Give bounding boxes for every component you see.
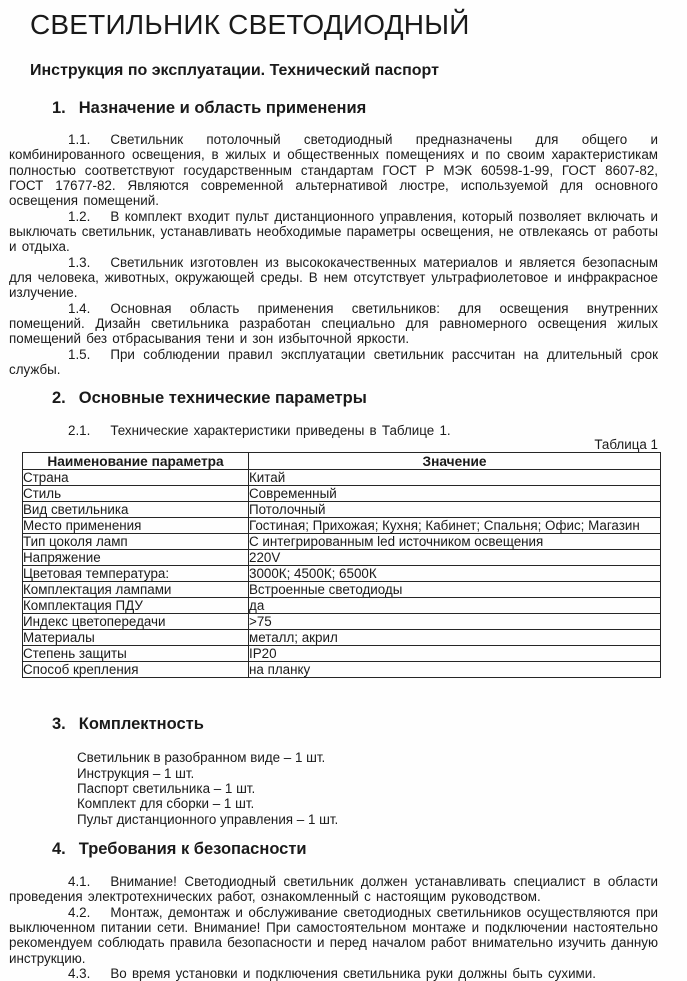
param-name: Материалы <box>23 630 249 646</box>
paragraph-1-5-number: 1.5. <box>68 346 91 362</box>
section-3-heading <box>9 715 658 733</box>
param-value: Современный <box>249 486 661 502</box>
paragraph-4-3 <box>9 966 658 981</box>
section-1-body <box>9 132 658 378</box>
paragraph-4-2 <box>9 905 658 966</box>
paragraph-1-3-number: 1.3. <box>68 254 91 270</box>
param-name: Комплектация лампами <box>23 582 249 598</box>
kit-contents-list <box>9 750 658 826</box>
paragraph-1-1 <box>9 132 658 209</box>
table-row <box>23 598 661 614</box>
paragraph-4-1 <box>9 874 658 905</box>
param-name: Тип цоколя ламп <box>23 534 249 550</box>
section-1-number: 1. <box>52 99 66 117</box>
technical-parameters-table <box>22 452 661 678</box>
paragraph-1-2 <box>9 209 658 255</box>
table-row <box>23 566 661 582</box>
paragraph-1-1-number: 1.1. <box>68 132 91 147</box>
section-2-number: 2. <box>52 389 66 407</box>
table-row <box>23 486 661 502</box>
section-2-title: Основные технические параметры <box>78 389 367 407</box>
paragraph-4-3-text: Во время установки и подключения светильника руки должны быть сухими. <box>110 965 596 981</box>
section-4-number: 4. <box>52 839 66 858</box>
paragraph-4-3-number: 4.3. <box>68 965 91 981</box>
param-name: Комплектация ПДУ <box>23 598 249 614</box>
paragraph-4-1-text: Внимание! Светодиодный светильник должен устанавливать специалист в области проведения электротехнических работ, ознакомленный с настоящим руководством. <box>9 873 658 905</box>
section-2-heading <box>9 389 658 407</box>
document-page <box>0 10 687 980</box>
paragraph-1-1-text: Светильник потолочный светодиодный предназначены для общего и комбинированного освещения, в жилых и общественных помещениях и по своим характеристикам полностью соответствуют государственным стандартам ГОСТ Р МЭК 60598-1-99, ГОСТ 8607-82, ГОСТ 17677-82. Являются современной альтернативой люстре, используемой для основного освещения помещений. <box>9 132 658 209</box>
section-1-heading <box>9 99 658 117</box>
section-4-body <box>9 874 658 981</box>
table-header-value: Значение <box>249 453 661 470</box>
section-2-body <box>9 423 658 438</box>
paragraph-4-2-text: Монтаж, демонтаж и обслуживание светодиодных светильников осуществляются при выключенном питании сети. Внимание! При самостоятельном монтаже и подключении настоятельно рекомендуем соблюдать правила безопасности и перед началом работ внимательно изучить данную инструкцию. <box>9 904 658 966</box>
table-row <box>23 534 661 550</box>
paragraph-4-2-number: 4.2. <box>68 904 91 920</box>
param-name: Способ крепления <box>23 662 249 678</box>
table-row <box>23 502 661 518</box>
param-value: да <box>249 598 661 614</box>
param-value: Гостиная; Прихожая; Кухня; Кабинет; Спальня; Офис; Магазин <box>249 518 661 534</box>
param-value: 220V <box>249 550 661 566</box>
param-value: С интегрированным led источником освещения <box>249 534 661 550</box>
list-item: Светильник в разобранном виде – 1 шт. <box>77 750 326 766</box>
param-name: Напряжение <box>23 550 249 566</box>
table-row <box>23 646 661 662</box>
section-1-title: Назначение и область применения <box>78 99 367 117</box>
table-row <box>23 550 661 566</box>
document-title: СВЕТИЛЬНИК СВЕТОДИОДНЫЙ <box>30 9 470 40</box>
section-4-title: Требования к безопасности <box>78 839 307 858</box>
table-1-label: Таблица 1 <box>594 437 658 453</box>
paragraph-2-1 <box>9 423 658 438</box>
paragraph-1-3 <box>9 255 658 301</box>
list-item: Паспорт светильника – 1 шт. <box>77 780 256 796</box>
table-row <box>23 614 661 630</box>
list-item: Комплект для сборки – 1 шт. <box>77 796 255 812</box>
table-row <box>23 582 661 598</box>
paragraph-1-4-number: 1.4. <box>68 300 91 316</box>
paragraph-1-2-number: 1.2. <box>68 208 91 224</box>
list-item: Инструкция – 1 шт. <box>77 765 195 781</box>
param-value: Встроенные светодиоды <box>249 582 661 598</box>
section-3-title: Комплектность <box>78 715 204 734</box>
document-subtitle: Инструкция по эксплуатации. Технический паспорт <box>30 62 439 79</box>
param-name: Место применения <box>23 518 249 534</box>
paragraph-2-1-text: Технические характеристики приведены в Таблице 1. <box>110 423 451 438</box>
paragraph-1-3-text: Светильник изготовлен из высококачественных материалов и является безопасным для человека, животных, окружающей среды. В нем отсутствует ультрафиолетовое и инфракрасное излучение. <box>9 254 658 301</box>
param-value: IP20 <box>249 646 661 662</box>
list-item: Пульт дистанционного управления – 1 шт. <box>77 811 339 827</box>
param-value: Китай <box>249 470 661 486</box>
param-value: на планку <box>249 662 661 678</box>
paragraph-1-2-text: В комплект входит пульт дистанционного управления, который позволяет включать и выключать светильник, устанавливать необходимые параметры освещения, не отвлекаясь от работы и отдыха. <box>9 208 658 255</box>
table-row <box>23 518 661 534</box>
table-header-parameter: Наименование параметра <box>23 453 249 470</box>
param-value: Потолочный <box>249 502 661 518</box>
table-row <box>23 630 661 646</box>
table-row <box>23 470 661 486</box>
param-value: >75 <box>249 614 661 630</box>
paragraph-1-5-text: При соблюдении правил эксплуатации светильник рассчитан на длительный срок службы. <box>9 346 658 378</box>
param-name: Степень защиты <box>23 646 249 662</box>
table-header-row <box>23 453 661 470</box>
section-4-heading <box>9 840 658 858</box>
param-name: Страна <box>23 470 249 486</box>
param-value: 3000К; 4500К; 6500К <box>249 566 661 582</box>
table-row <box>23 662 661 678</box>
paragraph-4-1-number: 4.1. <box>68 873 91 889</box>
paragraph-1-4-text: Основная область применения светильников: для освещения внутренних помещений. Дизайн светильника разработан специально для равномерного освещения жилых помещений без отбрасывания тени и зон избыточной яркости. <box>9 300 658 347</box>
section-3-number: 3. <box>52 715 66 734</box>
param-name: Цветовая температура: <box>23 566 249 582</box>
param-name: Стиль <box>23 486 249 502</box>
param-value: металл; акрил <box>249 630 661 646</box>
paragraph-2-1-number: 2.1. <box>68 423 91 438</box>
paragraph-1-5 <box>9 347 658 378</box>
paragraph-1-4 <box>9 301 658 347</box>
param-name: Индекс цветопередачи <box>23 614 249 630</box>
param-name: Вид светильника <box>23 502 249 518</box>
